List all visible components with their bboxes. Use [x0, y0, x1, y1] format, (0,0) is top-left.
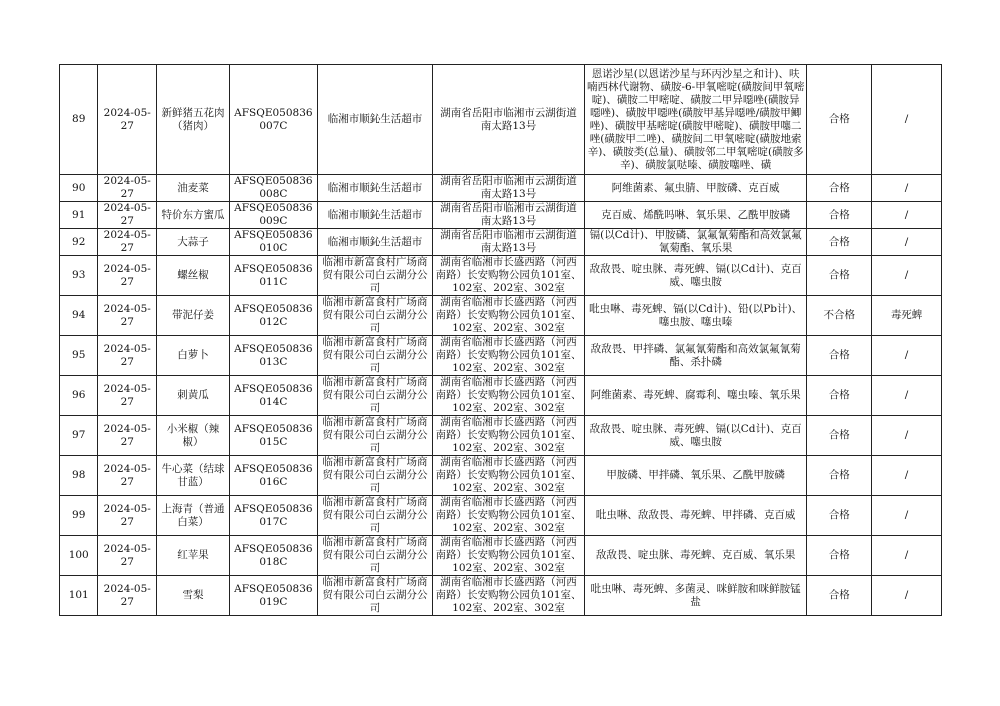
- inspection-items-cell: 甲胺磷、甲拌磷、氧乐果、乙酰甲胺磷: [584, 456, 807, 496]
- sample-name-cell: 小米椒（辣椒）: [157, 416, 230, 456]
- failed-items-cell: /: [872, 536, 942, 576]
- sampled-unit-cell: 临湘市新富食村广场商贸有限公司白云湖分公司: [317, 536, 432, 576]
- sampled-unit-cell: 临湘市新富食村广场商贸有限公司白云湖分公司: [317, 416, 432, 456]
- sampling-date-cell: 2024-05-27: [98, 229, 157, 256]
- sampling-date-cell: 2024-05-27: [98, 376, 157, 416]
- sample-number-cell: 93: [60, 256, 98, 296]
- unit-address-cell: 湖南省临湘市长盛西路（河西南路）长安购物公园负101室、102室、202室、302室: [433, 256, 585, 296]
- sample-code-cell: AFSQE050836008C: [229, 175, 317, 202]
- inspection-items-cell: 吡虫啉、毒死蜱、多菌灵、咪鲜胺和咪鲜胺锰盐: [584, 576, 807, 616]
- sampled-unit-cell: 临湘市新富食村广场商贸有限公司白云湖分公司: [317, 256, 432, 296]
- inspection-items-cell: 镉(以Cd计)、甲胺磷、氯氟氰菊酯和高效氯氟氰菊酯、氧乐果: [584, 229, 807, 256]
- verdict-cell: 合格: [807, 229, 872, 256]
- failed-items-cell: /: [872, 65, 942, 175]
- sampled-unit-cell: 临湘市新富食村广场商贸有限公司白云湖分公司: [317, 456, 432, 496]
- sample-code-cell: AFSQE050836016C: [229, 456, 317, 496]
- sampling-date-cell: 2024-05-27: [98, 65, 157, 175]
- sampling-date-cell: 2024-05-27: [98, 456, 157, 496]
- sample-number-cell: 98: [60, 456, 98, 496]
- failed-items-cell: /: [872, 336, 942, 376]
- sampling-date-cell: 2024-05-27: [98, 416, 157, 456]
- sampling-date-cell: 2024-05-27: [98, 576, 157, 616]
- inspection-items-cell: 敌敌畏、啶虫脒、毒死蜱、镉(以Cd计)、克百威、噻虫胺: [584, 256, 807, 296]
- sample-name-cell: 雪梨: [157, 576, 230, 616]
- sample-number-cell: 100: [60, 536, 98, 576]
- sample-code-cell: AFSQE050836017C: [229, 496, 317, 536]
- verdict-cell: 合格: [807, 456, 872, 496]
- failed-items-cell: /: [872, 496, 942, 536]
- inspection-items-cell: 阿维菌素、氟虫腈、甲胺磷、克百威: [584, 175, 807, 202]
- inspection-items-cell: 阿维菌素、毒死蜱、腐霉利、噻虫嗪、氧乐果: [584, 376, 807, 416]
- table-row: [60, 65, 942, 175]
- sample-code-cell: AFSQE050836013C: [229, 336, 317, 376]
- unit-address-cell: 湖南省临湘市长盛西路（河西南路）长安购物公园负101室、102室、202室、302室: [433, 416, 585, 456]
- sampled-unit-cell: 临湘市顺鈊生活超市: [317, 202, 432, 229]
- sampled-unit-cell: 临湘市新富食村广场商贸有限公司白云湖分公司: [317, 496, 432, 536]
- table-row: [60, 336, 942, 376]
- sampling-date-cell: 2024-05-27: [98, 296, 157, 336]
- sampled-unit-cell: 临湘市新富食村广场商贸有限公司白云湖分公司: [317, 576, 432, 616]
- sample-number-cell: 96: [60, 376, 98, 416]
- unit-address-cell: 湖南省临湘市长盛西路（河西南路）长安购物公园负101室、102室、202室、302室: [433, 496, 585, 536]
- failed-items-cell: /: [872, 576, 942, 616]
- table-row: [60, 202, 942, 229]
- table-row: [60, 496, 942, 536]
- verdict-cell: 合格: [807, 336, 872, 376]
- verdict-cell: 合格: [807, 175, 872, 202]
- sample-name-cell: 带泥仔姜: [157, 296, 230, 336]
- unit-address-cell: 湖南省临湘市长盛西路（河西南路）长安购物公园负101室、102室、202室、302室: [433, 336, 585, 376]
- sample-name-cell: 刺黄瓜: [157, 376, 230, 416]
- sample-number-cell: 95: [60, 336, 98, 376]
- verdict-cell: 合格: [807, 416, 872, 456]
- sampling-date-cell: 2024-05-27: [98, 496, 157, 536]
- sample-name-cell: 新鲜猪五花肉（猪肉）: [157, 65, 230, 175]
- sample-name-cell: 油麦菜: [157, 175, 230, 202]
- sample-code-cell: AFSQE050836014C: [229, 376, 317, 416]
- sample-code-cell: AFSQE050836009C: [229, 202, 317, 229]
- sample-number-cell: 89: [60, 65, 98, 175]
- inspection-items-cell: 敌敌畏、甲拌磷、氯氟氰菊酯和高效氯氟氰菊酯、杀扑磷: [584, 336, 807, 376]
- sampled-unit-cell: 临湘市顺鈊生活超市: [317, 175, 432, 202]
- sampling-date-cell: 2024-05-27: [98, 202, 157, 229]
- unit-address-cell: 湖南省岳阳市临湘市云湖街道南太路13号: [433, 65, 585, 175]
- sample-number-cell: 90: [60, 175, 98, 202]
- sample-number-cell: 101: [60, 576, 98, 616]
- sample-code-cell: AFSQE050836010C: [229, 229, 317, 256]
- table-row: [60, 376, 942, 416]
- sample-name-cell: 上海青（普通白菜）: [157, 496, 230, 536]
- sample-code-cell: AFSQE050836011C: [229, 256, 317, 296]
- unit-address-cell: 湖南省临湘市长盛西路（河西南路）长安购物公园负101室、102室、202室、302室: [433, 536, 585, 576]
- sample-code-cell: AFSQE050836019C: [229, 576, 317, 616]
- unit-address-cell: 湖南省临湘市长盛西路（河西南路）长安购物公园负101室、102室、202室、302室: [433, 376, 585, 416]
- sampled-unit-cell: 临湘市顺鈊生活超市: [317, 229, 432, 256]
- unit-address-cell: 湖南省岳阳市临湘市云湖街道南太路13号: [433, 229, 585, 256]
- table-row: [60, 416, 942, 456]
- table-row: [60, 175, 942, 202]
- sample-name-cell: 牛心菜（结球甘蓝）: [157, 456, 230, 496]
- table-body: [60, 65, 942, 616]
- sampled-unit-cell: 临湘市顺鈊生活超市: [317, 65, 432, 175]
- table-row: [60, 456, 942, 496]
- verdict-cell: 合格: [807, 65, 872, 175]
- failed-items-cell: /: [872, 202, 942, 229]
- sample-code-cell: AFSQE050836007C: [229, 65, 317, 175]
- verdict-cell: 合格: [807, 376, 872, 416]
- verdict-cell: 不合格: [807, 296, 872, 336]
- table-row: [60, 229, 942, 256]
- sample-name-cell: 红苹果: [157, 536, 230, 576]
- unit-address-cell: 湖南省岳阳市临湘市云湖街道南太路13号: [433, 175, 585, 202]
- sample-name-cell: 白萝卜: [157, 336, 230, 376]
- table-row: [60, 256, 942, 296]
- sampled-unit-cell: 临湘市新富食村广场商贸有限公司白云湖分公司: [317, 376, 432, 416]
- failed-items-cell: 毒死蜱: [872, 296, 942, 336]
- table-row: [60, 536, 942, 576]
- failed-items-cell: /: [872, 175, 942, 202]
- table-row: [60, 296, 942, 336]
- sampled-unit-cell: 临湘市新富食村广场商贸有限公司白云湖分公司: [317, 336, 432, 376]
- sampling-date-cell: 2024-05-27: [98, 536, 157, 576]
- unit-address-cell: 湖南省临湘市长盛西路（河西南路）长安购物公园负101室、102室、202室、302室: [433, 456, 585, 496]
- table-row: [60, 576, 942, 616]
- verdict-cell: 合格: [807, 576, 872, 616]
- sample-number-cell: 92: [60, 229, 98, 256]
- sample-name-cell: 特价东方蜜瓜: [157, 202, 230, 229]
- sample-number-cell: 91: [60, 202, 98, 229]
- sample-number-cell: 97: [60, 416, 98, 456]
- inspection-items-cell: 敌敌畏、啶虫脒、毒死蜱、克百威、氧乐果: [584, 536, 807, 576]
- failed-items-cell: /: [872, 456, 942, 496]
- sample-code-cell: AFSQE050836018C: [229, 536, 317, 576]
- sampling-date-cell: 2024-05-27: [98, 256, 157, 296]
- inspection-items-text: 恩诺沙星(以恩诺沙星与环丙沙星之和计)、呋喃西林代谢物、磺胺-6-甲氧嘧啶(磺胺间甲氧嘧啶)、磺胺二甲嘧啶、磺胺二甲异噁唑(磺胺异噁唑)、磺胺甲噁唑(磺胺甲基异噁唑/磺胺甲鲫唑)、磺胺甲基嘧啶(磺胺甲嘧啶)、磺胺甲噻二唑(磺胺甲二唑)、磺胺间二甲氧嘧啶(磺胺地索辛)、磺胺类(总量)、磺胺邻二甲氧嘧啶(磺胺多辛)、磺胺氯哒嗪、磺胺噻唑、磺: [586, 67, 805, 171]
- verdict-cell: 合格: [807, 202, 872, 229]
- sample-name-cell: 大蒜子: [157, 229, 230, 256]
- failed-items-cell: /: [872, 376, 942, 416]
- inspection-results-table: [59, 64, 942, 616]
- sample-name-cell: 螺丝椒: [157, 256, 230, 296]
- inspection-items-cell: [584, 65, 807, 175]
- sampling-date-cell: 2024-05-27: [98, 175, 157, 202]
- failed-items-cell: /: [872, 229, 942, 256]
- verdict-cell: 合格: [807, 496, 872, 536]
- inspection-items-cell: 克百威、烯酰吗啉、氧乐果、乙酰甲胺磷: [584, 202, 807, 229]
- inspection-items-cell: 敌敌畏、啶虫脒、毒死蜱、镉(以Cd计)、克百威、噻虫胺: [584, 416, 807, 456]
- unit-address-cell: 湖南省临湘市长盛西路（河西南路）长安购物公园负101室、102室、202室、302室: [433, 576, 585, 616]
- failed-items-cell: /: [872, 416, 942, 456]
- unit-address-cell: 湖南省岳阳市临湘市云湖街道南太路13号: [433, 202, 585, 229]
- verdict-cell: 合格: [807, 256, 872, 296]
- sample-code-cell: AFSQE050836012C: [229, 296, 317, 336]
- sampling-date-cell: 2024-05-27: [98, 336, 157, 376]
- sample-code-cell: AFSQE050836015C: [229, 416, 317, 456]
- sampled-unit-cell: 临湘市新富食村广场商贸有限公司白云湖分公司: [317, 296, 432, 336]
- inspection-items-cell: 吡虫啉、敌敌畏、毒死蜱、甲拌磷、克百威: [584, 496, 807, 536]
- sample-number-cell: 99: [60, 496, 98, 536]
- failed-items-cell: /: [872, 256, 942, 296]
- inspection-items-cell: 吡虫啉、毒死蜱、镉(以Cd计)、铅(以Pb计)、噻虫胺、噻虫嗪: [584, 296, 807, 336]
- unit-address-cell: 湖南省临湘市长盛西路（河西南路）长安购物公园负101室、102室、202室、302室: [433, 296, 585, 336]
- sample-number-cell: 94: [60, 296, 98, 336]
- verdict-cell: 合格: [807, 536, 872, 576]
